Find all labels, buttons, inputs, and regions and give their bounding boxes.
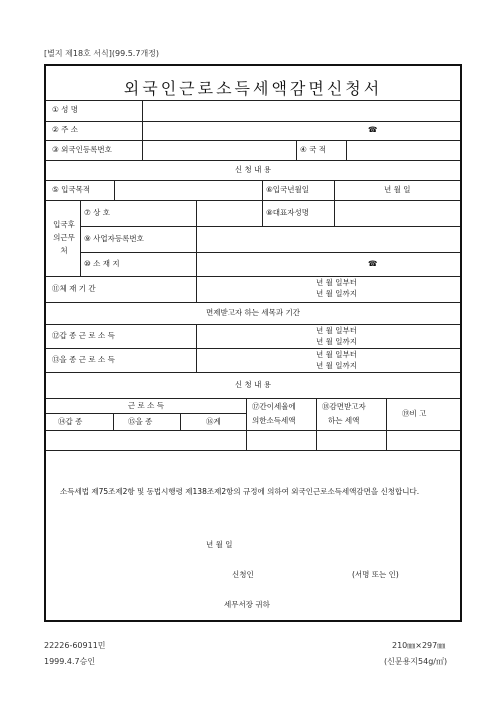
employer-group-label: 입국후의근무처: [53, 220, 75, 255]
name-label: ① 성 명: [52, 105, 78, 114]
exempt-tax-header: 면제받고자 하는 세목과 기간: [205, 308, 301, 317]
sum-column-label: ⑯계: [206, 417, 221, 426]
simplified-tax-label-1: ⑰간이세율에: [252, 402, 296, 411]
gap-income-to: 년 월 일까지: [316, 337, 357, 346]
nationality-label: ④ 국 적: [300, 145, 326, 154]
entry-date-value: 년 월 일: [384, 185, 411, 194]
section-apply-content: 신 청 내 용: [234, 165, 272, 174]
gap-column-label: ⑭갑 종: [58, 417, 83, 426]
labor-income-header: 근 로 소 득: [127, 401, 165, 410]
entry-date-label: ⑥입국년월일: [266, 185, 309, 194]
gap-income-label: ⑫갑 종 근 로 소 득: [52, 331, 115, 340]
form-number: [별지 제18호 서식](99.5.7개정): [44, 49, 160, 58]
eul-income-label: ⑬을 종 근 로 소 득: [52, 355, 115, 364]
stay-period-from: 년 월 일부터: [316, 278, 357, 287]
date-line: 년 월 일: [206, 540, 233, 549]
address-label: ② 주 소: [52, 125, 78, 134]
remarks-label: ⑲비 고: [402, 409, 427, 418]
eul-income-to: 년 월 일까지: [316, 361, 357, 370]
eul-column-label: ⑮을 종: [128, 417, 153, 426]
registration-number-label: ③ 외국인등록번호: [52, 145, 112, 154]
statement-text: 소득세법 제75조제2항 및 동법시행령 제138조제2항의 규정에 의하여 외국인근로소득세액감면을 신청합니다.: [60, 487, 420, 496]
signature-label: (서명 또는 인): [352, 570, 399, 579]
gap-income-from: 년 월 일부터: [316, 326, 357, 335]
location-phone-icon: ☎: [368, 259, 378, 268]
location-label: ⑩ 소 재 지: [84, 259, 120, 268]
applicant-label: 신청인: [232, 570, 254, 579]
exempt-amount-label-2: 하는 세액: [328, 416, 360, 425]
paper-type: (신문용지54g/㎡): [384, 657, 448, 666]
stay-period-to: 년 월 일까지: [316, 289, 357, 298]
form-title: 외국인근로소득세액감면신청서: [123, 79, 383, 98]
representative-name-label: ⑧대표자성명: [266, 208, 309, 217]
entry-purpose-label: ⑤ 입국목적: [52, 185, 91, 194]
stay-period-label: ⑪체 재 기 간: [52, 284, 96, 293]
exempt-amount-label-1: ⑱감면받고자: [322, 402, 366, 411]
simplified-tax-label-2: 의한소득세액: [252, 416, 296, 425]
application-form: [44, 64, 462, 622]
phone-icon: ☎: [368, 125, 378, 134]
approval-date: 1999.4.7승인: [44, 657, 96, 666]
recipient-label: 세무서장 귀하: [224, 600, 270, 609]
trade-name-label: ⑦ 상 호: [84, 208, 110, 217]
section-apply-content-2: 신 청 내 용: [234, 380, 272, 389]
form-code: 22226-60911민: [44, 641, 106, 650]
paper-size: 210㎜×297㎜: [392, 641, 446, 650]
business-registration-label: ⑨ 사업자등록번호: [84, 234, 144, 243]
eul-income-from: 년 월 일부터: [316, 350, 357, 359]
